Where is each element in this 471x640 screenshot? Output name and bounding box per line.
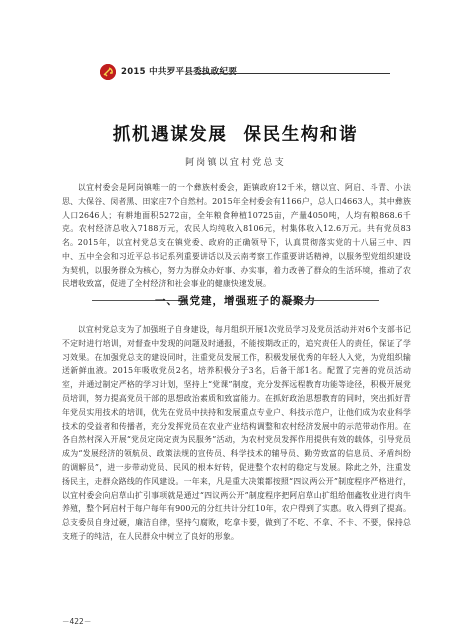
page-header (0, 64, 471, 82)
article-byline: 阿岗镇以宜村党总支 (185, 158, 286, 168)
party-emblem-icon (100, 64, 116, 80)
section-title: 一、强党建，增强班子的凝聚力 (155, 295, 316, 307)
page-number: －422－ (62, 617, 92, 626)
title-part-1: 抓机遇谋发展 (112, 125, 228, 145)
section-paragraph-1: 以宜村党总支为了加强班子自身建设，每月组织开展1次党员学习及党员活动并对6个支部书记不定时进行培训，对督查中发现的问题及时通报，不能按期改正的，追究责任人的责任，保证了学习效果。在加强党总支的建设同时，注重党员发展工作，积极发展优秀的年轻人入党，为党组织输送新鲜血液。2015年吸收党员2名，培养积极分子3名，后备干部1名。配置了完善的党员活动室，并通过制定严格的学习计划，坚持上“党课”制度，充分发挥远程教育功能等途径，积极开展党员培训，努力提高党员干部的思想政治素质和致富能力。在抓好政治思想教育的同时，突出抓好青年党员实用技术的培训，优先在党员中扶持和发展重点专业户、科技示范户，让他们成为农业科学技术的受益者和传播者，充分发挥党员在农业产业结构调整和农村经济发展中的示范带动作用。在各自然村深入开展“党员定岗定责为民服务”活动，为农村党员发挥作用提供有效的载体，引导党员成为“发展经济的领航员、政策法规的宣传员、科学技术的辅导员、勤劳致富的信息员、矛盾纠纷的调解员”，进一步带动党员、民风的根本好转，促进整个农村的稳定与发展。除此之外，注重发扬民主，走群众路线的作风建设。一年来，凡是重大决策都按照“四议两公开”制度程序严格进行，以宜村委会向启草山扩引事项就是通过“四议两公开”制度程序把阿启草山扩组给佃鑫牧业进行肉牛养殖，整个阿启村于每户每年有900元的分红共计分红10年，农户得到了实惠。收入得到了提高。总支委员自身过硬，廉洁自律，坚持勺腐败，吃拿卡要，做到了不吃、不拿、不卡、不要，保持总支班子的纯洁，在人民群众中树立了良好的形象。 (62, 325, 411, 541)
paragraph-2: 2015年，以宜村党总支在镇党委、政府的正确领导下，认真贯彻落实党的十八届三中、四中、五中全会和习近平总书记系列重要讲话以及云南考察工作重要讲话精神，以服务型党组织建设为契机，以服务群众为核心，努力为群众办好事、办实事，着力改善了群众的生活环境，推动了农民增收致富，促进了全村经济和社会事业的健康快速发展。 (62, 238, 411, 289)
paragraph-1: 以宜村委会是阿岗镇唯一的一个彝族村委会，距镇政府12千米，辖以宜、阿启、斗青、小法思、大保谷、闵者黑、田家庄7个自然村。2015年全村委会有1166户，总人口4663人，其中彝族人口2646人；有耕地面积5272亩，全年粮食种植10725亩，产量4050吨，人均有粮868.6千克。农村经济总收入7188万元，农民人均纯收入8106元，村集体收入12.6万元。共有党员83名。 (62, 183, 411, 248)
section-rule-right (288, 300, 379, 301)
header-text: 2015 中共罗平县委执政纪要 (121, 67, 238, 77)
header-rule (198, 73, 390, 74)
title-part-2: 保民生构和谐 (243, 125, 359, 145)
article-title (0, 121, 471, 146)
